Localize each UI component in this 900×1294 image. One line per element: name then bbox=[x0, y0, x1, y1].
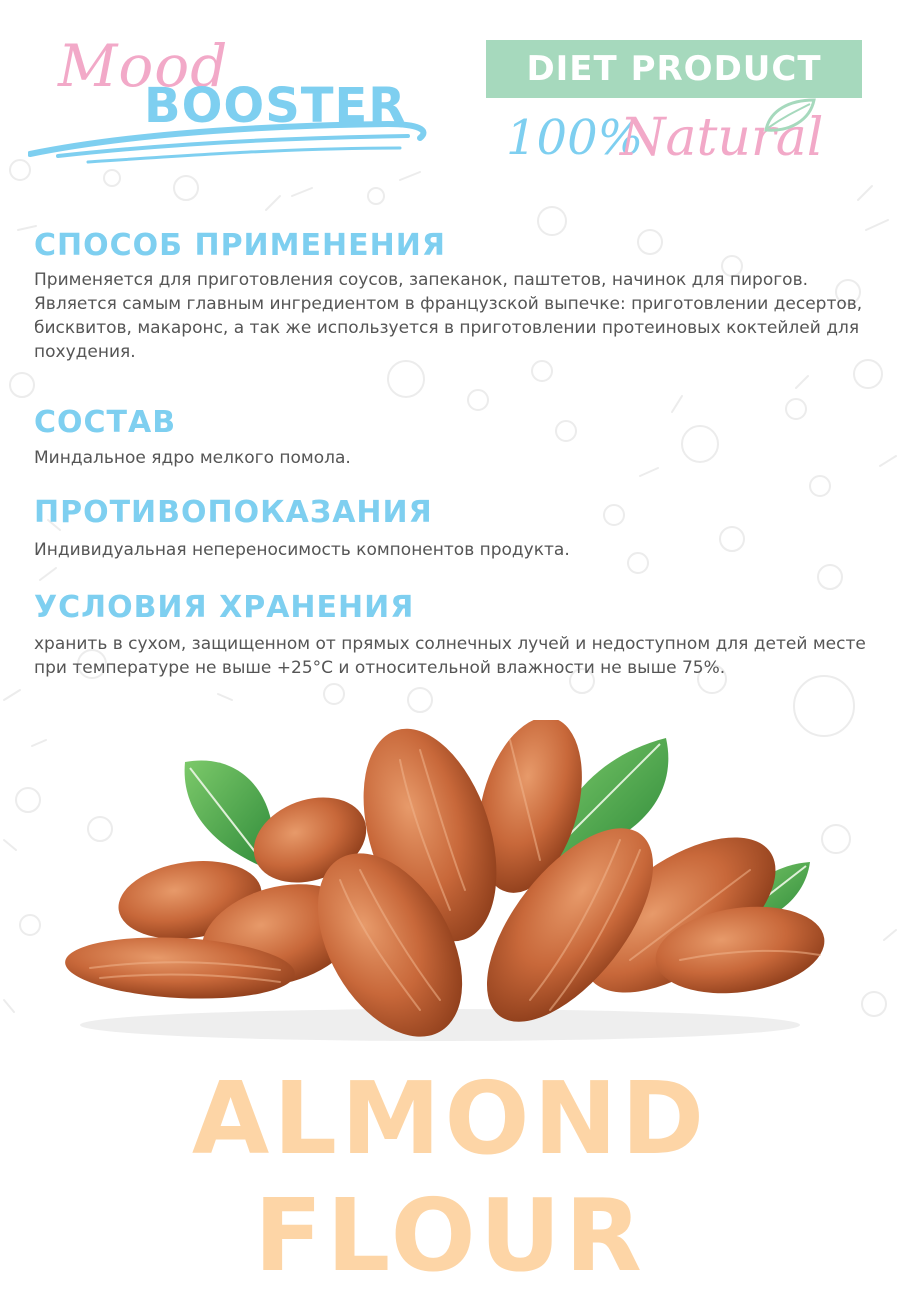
brand-swoosh-icon bbox=[28, 116, 438, 170]
contraindications-heading: ПРОТИВОПОКАЗАНИЯ bbox=[34, 495, 433, 530]
almond-illustration bbox=[40, 720, 840, 1050]
contraindications-text: Индивидуальная непереносимость компонентов продукта. bbox=[34, 540, 570, 560]
brand-script-word: Mood bbox=[58, 32, 229, 100]
natural-number: 100% bbox=[506, 110, 644, 166]
leaf-icon bbox=[760, 96, 820, 136]
storage-text: хранить в сухом, защищенном от прямых солнечных лучей и недоступном для детей месте при температуре не выше +25°С и относительной влажности не выше 75%. bbox=[34, 634, 866, 678]
brand-block-word: BOOSTER bbox=[144, 78, 407, 134]
product-title: ALMOND FLOUR bbox=[191, 1060, 709, 1294]
composition-heading: СОСТАВ bbox=[34, 405, 177, 440]
natural-label bbox=[506, 104, 866, 184]
usage-text: Применяется для приготовления соусов, запеканок, паштетов, начинок для пирогов. Является самым главным ингредиентом в французской выпечке: приготовлении десертов, бисквитов, макаронс, а так же используется в приготовлении протеиновых коктейлей для похудения. bbox=[34, 270, 863, 362]
storage-heading: УСЛОВИЯ ХРАНЕНИЯ bbox=[34, 590, 415, 625]
brand-logo bbox=[28, 30, 438, 170]
usage-heading: СПОСОБ ПРИМЕНЕНИЯ bbox=[34, 228, 446, 263]
composition-text: Миндальное ядро мелкого помола. bbox=[34, 448, 351, 468]
natural-word: Natural bbox=[620, 108, 824, 168]
diet-product-badge: DIET PRODUCT bbox=[486, 40, 862, 98]
